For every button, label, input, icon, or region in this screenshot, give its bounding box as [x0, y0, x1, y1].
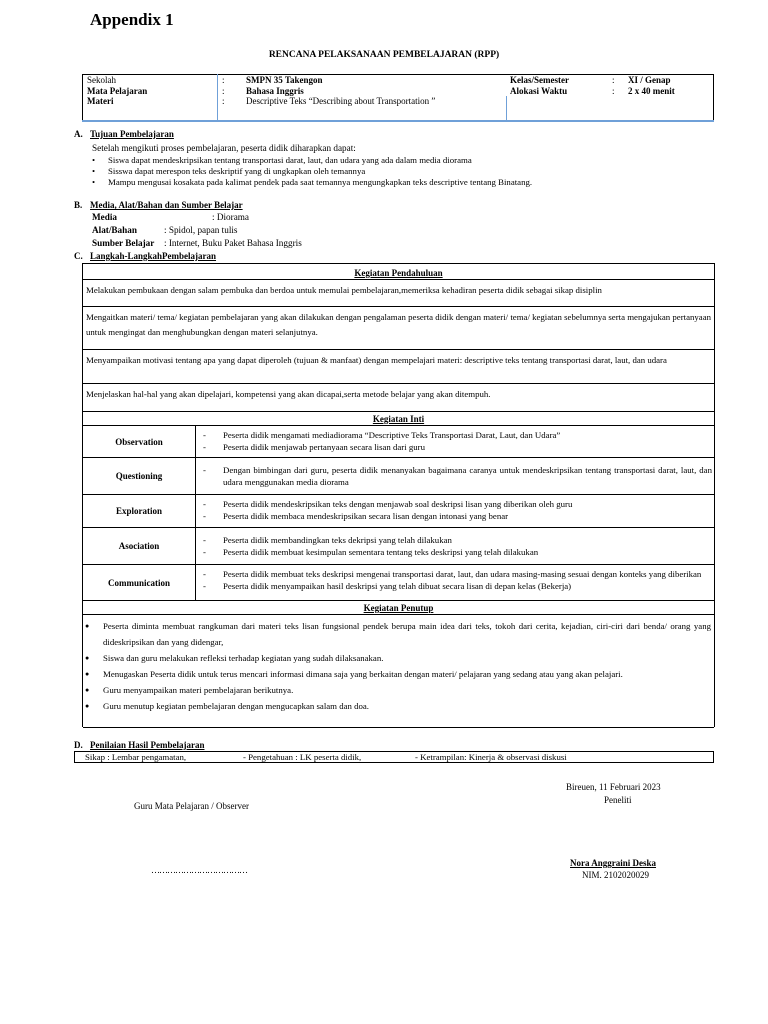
step-label: Communication — [83, 565, 196, 600]
step-item: - Peserta didik membuat kesimpulan sementara tentang teks deskripsi yang telah dilakukan — [199, 546, 712, 558]
info-table — [82, 74, 714, 122]
table-row: Mengaitkan materi/ tema/ kegiatan pembelajaran yang akan dilakukan dengan pengalaman peserta didik dengan materi/ tema/ kegiatan sebelumnya serta mengajukan pertanyaan untuk mengingat dan menghubungkan dengan materi selanjutnya. — [86, 312, 711, 337]
signer-nim: NIM. 2102020029 — [582, 870, 649, 880]
section-title: Tujuan Pembelajaran — [90, 129, 174, 139]
section-letter: A. — [74, 129, 83, 139]
step-item: - Dengan bimbingan dari guru, peserta didik menanyakan bagaimana caranya untuk mendeskripsikan tentang transportasi darat, laut, dan udara menggunakan media diorama — [199, 464, 712, 488]
step-label: Asociation — [83, 528, 196, 564]
section-c-heading — [74, 251, 216, 262]
place-date: Bireuen, 11 Februari 2023 — [566, 782, 661, 792]
step-label: Observation — [83, 426, 196, 457]
role-right: Peneliti — [604, 795, 632, 805]
media-label: Media — [92, 212, 118, 222]
assessment-keterampilan: - Ketrampilan: Kinerja & observasi diskusi — [415, 752, 567, 762]
step-item: - Peserta didik membaca mendeskripsikan secara lisan dengan intonasi yang benar — [199, 510, 712, 522]
materi-label: Materi — [83, 96, 218, 121]
colon: : — [218, 96, 243, 121]
penutup-header: Kegiatan Penutup — [363, 603, 434, 613]
sumber-label: Sumber Belajar — [92, 238, 155, 248]
alat-value: : Spidol, papan tulis — [164, 225, 238, 235]
step-row — [83, 528, 714, 565]
step-row — [83, 565, 714, 601]
section-letter: B. — [74, 200, 83, 210]
list-item: ● Menugaskan Peserta didik untuk terus mencari informasi dimana saja yang berkaitan dengan materi/ pelajaran yang sedang atau yang akan pelajari. — [85, 666, 711, 682]
colon: : — [222, 85, 225, 96]
alat-label: Alat/Bahan — [92, 225, 137, 235]
mapel-value: Bahasa Inggris — [246, 85, 304, 96]
kelas-label: Kelas/Semester — [510, 75, 569, 85]
sekolah-label: Sekolah — [83, 75, 218, 86]
section-letter: C. — [74, 251, 83, 261]
step-item: - Peserta didik membandingkan teks dekripsi yang telah dilakukan — [199, 534, 712, 546]
closing-list — [83, 615, 714, 714]
sumber-value: : Internet, Buku Paket Bahasa Inggris — [164, 238, 302, 248]
step-item: - Peserta didik mengamati mediadiorama “Descriptive Teks Transportasi Darat, Laut, dan Udara” — [199, 429, 712, 441]
colon: : — [222, 75, 225, 85]
colon: : — [612, 75, 615, 85]
step-row — [83, 426, 714, 458]
role-left: Guru Mata Pelajaran / Observer — [134, 801, 249, 811]
list-item: • Siswa dapat mendeskripsikan tentang transportasi darat, laut, dan udara yang ada dalam media diorama — [88, 155, 714, 166]
step-item: - Peserta didik menyampaikan hasil deskripsi yang telah dibuat secara lisan di depan kelas (Bekerja) — [199, 580, 712, 592]
assessment-sikap: Sikap : Lembar pengamatan, — [85, 752, 187, 762]
appendix-heading: Appendix 1 — [90, 10, 174, 29]
pendahuluan-header: Kegiatan Pendahuluan — [354, 268, 443, 278]
step-row — [83, 495, 714, 528]
step-label: Questioning — [83, 458, 196, 494]
section-a-intro: Setelah mengikuti proses pembelajaran, peserta didik diharapkan dapat: — [92, 143, 356, 153]
step-row — [83, 458, 714, 495]
mapel-label: Mata Pelajaran — [83, 86, 218, 97]
learning-steps-table — [82, 263, 715, 727]
section-title: Penilaian Hasil Pembelajaran — [90, 740, 205, 750]
step-label: Exploration — [83, 495, 196, 527]
objectives-list — [88, 155, 714, 187]
step-item: - Peserta didik mendeskripsikan teks dengan menjawab soal deskripsi lisan yang diberikan oleh guru — [199, 498, 712, 510]
table-row: Menyampaikan motivasi tentang apa yang dapat diperoleh (tujuan & manfaat) dengan mempelajari materi: descriptive teks tentang transportasi darat, laut, dan udara — [86, 355, 667, 365]
materi-value: Descriptive Teks “Describing about Transportation ” — [242, 96, 506, 121]
step-item: - Peserta didik membuat teks deskripsi mengenai transportasi darat, laut, dan udara masing-masing sesuai dengan konteks yang diberikan — [199, 568, 712, 580]
document-title: RENCANA PELAKSANAAN PEMBELAJARAN (RPP) — [268, 50, 500, 60]
colon: : — [612, 85, 615, 96]
table-row: Menjelaskan hal-hal yang akan dipelajari, kompetensi yang akan dicapai,serta metode belajar yang akan ditempuh. — [86, 389, 491, 399]
assessment-pengetahuan: - Pengetahuan : LK peserta didik, — [243, 752, 362, 762]
alokasi-value: 2 x 40 menit — [628, 85, 675, 96]
section-b-heading — [74, 200, 243, 211]
assessment-row — [74, 751, 714, 763]
list-item: ● Peserta diminta membuat rangkuman dari materi teks lisan fungsional pendek berupa main idea dari teks, tokoh dari cerita, kejadian, ciri-ciri dari benda/ orang yang dideskripsikan dan yang didengar, — [85, 618, 711, 650]
section-title: Langkah-LangkahPembelajaran — [90, 251, 217, 261]
step-item: - Peserta didik menjawab pertanyaan secara lisan dari guru — [199, 441, 712, 453]
list-item: • Sisswa dapat merespon teks deskriptif yang di ungkapkan oleh temannya — [88, 166, 714, 177]
section-d-heading — [74, 740, 205, 751]
section-letter: D. — [74, 740, 83, 750]
list-item: • Mampu mengusai kosakata pada kalimat pendek pada saat temannya mengungkapkan teks descriptive tentang Binatang. — [88, 177, 714, 188]
section-a-heading — [74, 129, 174, 140]
alokasi-label: Alokasi Waktu — [510, 85, 568, 96]
list-item: ● Guru menutup kegiatan pembelajaran dengan mengucapkan salam dan doa. — [85, 698, 711, 714]
signature-line: ……………………………… — [151, 865, 247, 875]
inti-header: Kegiatan Inti — [372, 414, 425, 424]
kelas-value: XI / Genap — [628, 75, 671, 85]
section-title: Media, Alat/Bahan dan Sumber Belajar — [90, 200, 243, 210]
table-row: Melakukan pembukaan dengan salam pembuka dan berdoa untuk memulai pembelajaran,memeriksa kehadiran peserta didik sebagai sikap disiplin — [86, 285, 602, 295]
signer-name: Nora Anggraini Deska — [570, 858, 657, 868]
list-item: ● Guru menyampaikan materi pembelajaran berikutnya. — [85, 682, 711, 698]
list-item: ● Siswa dan guru melakukan refleksi terhadap kegiatan yang sudah dilaksanakan. — [85, 650, 711, 666]
media-value: : Diorama — [212, 212, 249, 222]
sekolah-value: SMPN 35 Takengon — [246, 75, 323, 85]
